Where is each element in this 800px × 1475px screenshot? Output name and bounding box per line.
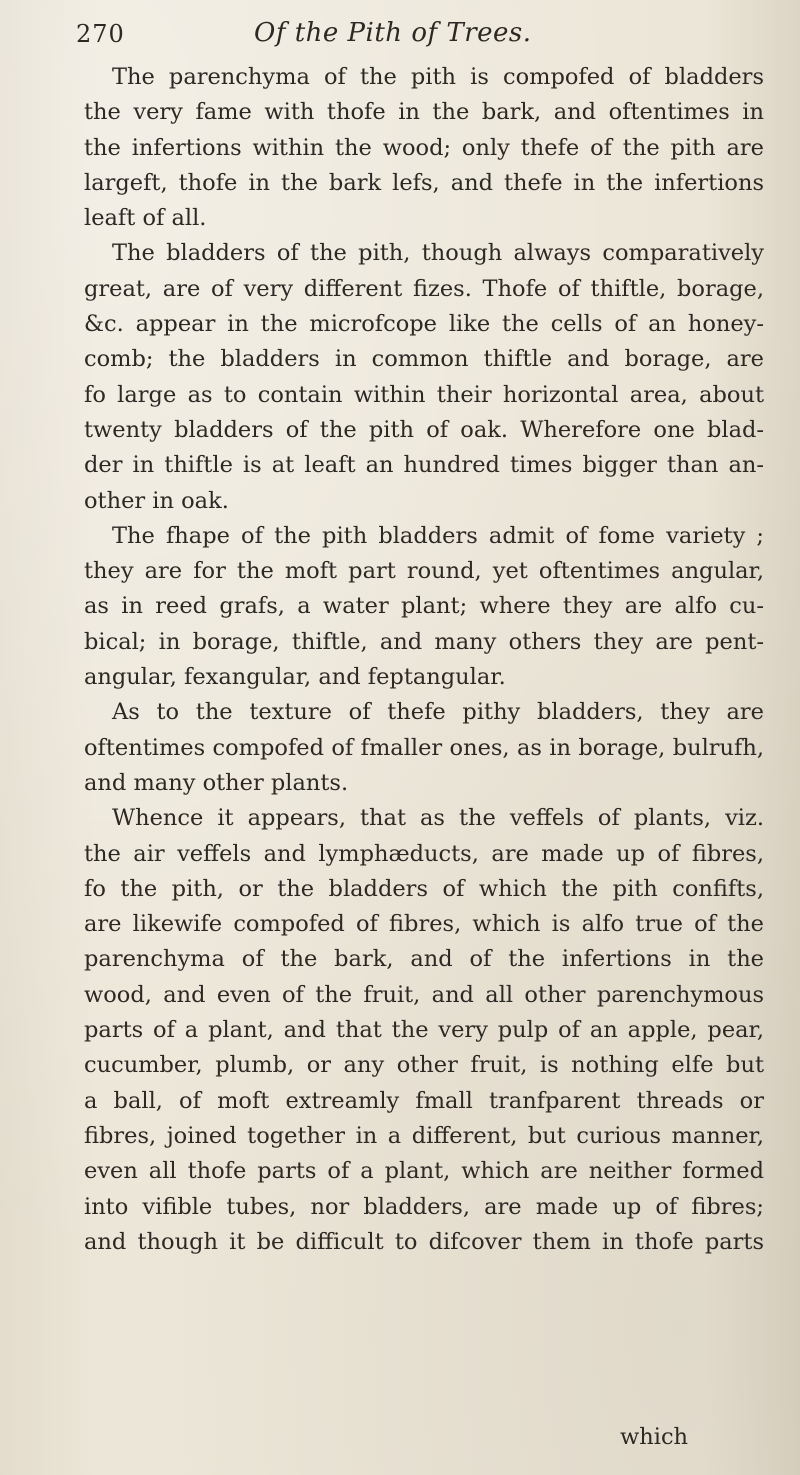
- text-line: The parenchyma of the pith is compofed of bladders: [112, 64, 764, 90]
- text-line: largeft, thofe in the bark lefs, and thefe in the infertions: [84, 169, 764, 196]
- running-head: Of the Pith of Trees.: [254, 18, 532, 48]
- text-line: wood, and even of the fruit, and all other parenchymous: [84, 981, 764, 1008]
- text-line: a ball, of moft extreamly fmall tranfparent threads or: [84, 1087, 764, 1114]
- body-text: [84, 60, 764, 1260]
- page-header: [76, 18, 716, 58]
- text-line: other in oak.: [84, 487, 229, 514]
- text-line: fo the pith, or the bladders of which the pith confifts,: [84, 875, 764, 902]
- text-line: the air veffels and lymphæducts, are made up of fibres,: [84, 840, 764, 867]
- text-line: into vifible tubes, nor bladders, are made up of fibres;: [84, 1193, 764, 1220]
- text-line: comb; the bladders in common thiftle and borage, are: [84, 346, 764, 373]
- text-line: even all thofe parts of a plant, which are neither formed: [84, 1158, 764, 1185]
- text-line: The bladders of the pith, though always comparatively: [112, 240, 764, 267]
- text-line: parts of a plant, and that the very pulp of an apple, pear,: [84, 1017, 764, 1044]
- text-line: bical; in borage, thiftle, and many others they are pent-: [84, 628, 764, 655]
- text-line: are likewife compofed of fibres, which is alfo true of the: [84, 911, 764, 938]
- text-line: &c. appear in the microfcope like the cells of an honey-: [84, 311, 764, 338]
- text-line: the infertions within the wood; only thefe of the pith are: [84, 134, 764, 161]
- text-line: they are for the moft part round, yet oftentimes angular,: [84, 558, 764, 585]
- text-line: leaft of all.: [84, 205, 207, 232]
- text-line: fo large as to contain within their horizontal area, about: [84, 381, 764, 408]
- catchword: which: [620, 1424, 689, 1450]
- text-line: the very fame with thofe in the bark, and oftentimes in: [84, 99, 764, 126]
- text-line: and many other plants.: [84, 769, 349, 796]
- text-line: parenchyma of the bark, and of the infertions in the: [84, 946, 764, 973]
- text-line: As to the texture of thefe pithy bladders, they are: [112, 699, 764, 726]
- text-line: as in reed grafs, a water plant; where they are alfo cu-: [84, 593, 764, 620]
- text-line: der in thiftle is at leaft an hundred times bigger than an-: [84, 452, 764, 479]
- text-line: fibres, joined together in a different, but curious manner,: [84, 1122, 764, 1149]
- text-line: angular, fexangular, and feptangular.: [84, 664, 506, 691]
- text-line: and though it be difficult to difcover them in thofe parts: [84, 1228, 764, 1255]
- text-line: Whence it appears, that as the veffels of plants, viz.: [112, 805, 764, 832]
- text-line: oftentimes compofed of fmaller ones, as in borage, bulrufh,: [84, 734, 764, 761]
- text-line: twenty bladders of the pith of oak. Wherefore one blad-: [84, 416, 764, 443]
- page-number: 270: [76, 20, 125, 48]
- text-line: The fhape of the pith bladders admit of fome variety ;: [112, 522, 764, 549]
- text-line: great, are of very different fizes. Thofe of thiftle, borage,: [84, 275, 764, 302]
- text-line: cucumber, plumb, or any other fruit, is nothing elfe but: [84, 1052, 764, 1079]
